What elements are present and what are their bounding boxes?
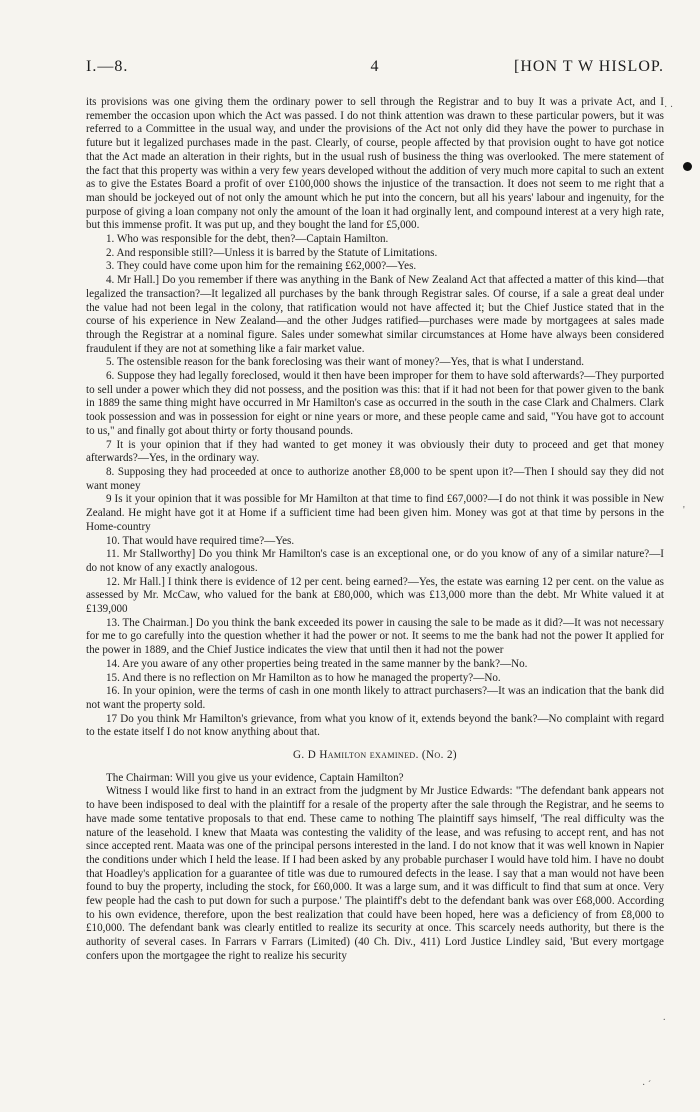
question-17: 17 Do you think Mr Hamilton's grievance, from what you know of it, extends beyond the bank?—No complaint with regard to the estate itself I do not know anything about that. xyxy=(86,712,664,739)
question-9: 9 Is it your opinion that it was possible for Mr Hamilton at that time to find £67,000?—I do not think it was possible in New Zealand. He might have got it at Home if a sufficient time had been given him. Money was got at that time by persons in the Home-country xyxy=(86,493,664,533)
margin-mark: . xyxy=(663,1012,666,1023)
running-head: [HON T W HISLOP. xyxy=(514,58,664,75)
section-title: G. D Hamilton examined. (No. 2) xyxy=(292,749,457,762)
question-7: 7 It is your opinion that if they had wanted to get money it was obviously their duty to proceed and get that money afterwards?—Yes, in the ordinary way. xyxy=(86,438,664,465)
question-15: 15. And there is no reflection on Mr Hamilton as to how he managed the property?—No. xyxy=(106,671,501,684)
question-4: 4. Mr Hall.] Do you remember if there was anything in the Bank of New Zealand Act that affected a matter of this kind—that legalized the transaction?—It legalized all purchases by the bank through Registrar sales. Of course, if a sale a great deal under the value had not been legal in the colony, that ratification would not have affected it; but the Chief Justice stated that in the course of his experience in New Zealand—and the other Judges ratified—purchases were made by mortgagees at sales made through the Registrar at a nominal figure. Sales under somewhat similar circumstances at Home have always been considered fraudulent if they are not at something like a fair market value. xyxy=(86,274,664,355)
margin-mark: · · xyxy=(664,102,674,113)
question-3: 3. They could have come upon him for the remaining £62,000?—Yes. xyxy=(106,260,417,273)
question-2: 2. And responsible still?—Unless it is barred by the Statute of Limitations. xyxy=(106,246,438,259)
margin-mark: · ´ xyxy=(642,1080,652,1091)
question-5: 5. The ostensible reason for the bank foreclosing was their want of money?—Yes, that is what I understand. xyxy=(106,356,585,369)
document-reference: I.—8. xyxy=(86,58,129,75)
question-6: 6. Suppose they had legally foreclosed, would it then have been improper for them to have sold afterwards?—They purported to sell under a power which they did not possess, and the position was this: that if it had not been for that power given to the bank in 1889 the same thing might have occurred in Mr Hamilton's case as occurred in the south in the case Clark and Chalmers. Clark took possession and was in possession for eight or nine years or more, and these people came and said, "You have got to account to us," and finally got about thirty or forty thousand pounds. xyxy=(86,370,664,437)
witness-evidence: Witness I would like first to hand in an extract from the judgment by Mr Justice Edwards: "The defendant bank appears not to have been indisposed to deal with the plaintiff for a resale of the property after the sale through the Registrar, and he seems to have made some tentative proposals to that end. These came to nothing The plaintiff says himself, 'The real difficulty was the nature of the leasehold. I knew that Maata was contesting the validity of the lease, and was refusing to accept rent, and has not since accepted rent. Maata was one of the principal persons interested in the land. I do not know that it was well known in Napier the conditions under which I held the lease. If I had been asked by any probable purchaser I would have told him. I have no doubt that Hoadley's application for a guarantee of title was due to rumoured defects in the lease. I say that a man would not have been found to buy the property, including the stock, for £60,000. It was a large sum, and it was difficult to find that sum at once. Very few people had the cash to put down for such a purpose.' The plaintiff's debt to the defendant bank was over £68,000. According to his own evidence, therefore, upon the best realization that could have been hoped, here was a deficiency of from £8,000 to £10,000. The defendant bank was clearly entitled to realize its security at once. This scarcely needs authority, but there is the authority of several cases. In Farrars v Farrars (Limited) (40 Ch. Div., 411) Lord Justice Lindley said, 'But every mortgage confers upon the mortgagee the right to realize his security xyxy=(86,785,664,962)
margin-mark: ' xyxy=(683,505,685,516)
page-number: 4 xyxy=(370,58,380,75)
paragraph-intro: its provisions was one giving them the ordinary power to sell through the Registrar and to buy It was a private Act, and I remember the occasion upon which the Act was passed. I do not think attention was drawn to these particular powers, but it was referred to a Committee in the usual way, and under the provisions of the Act not only did they have the power to purchase in future but it legalized purchases made in the past. Clearly, of course, people affected by that provision ought to have got notice that the Act made an alteration in their rights, but in the usual rush of business the thing was overlooked. The mere statement of the fact that this property was within a very few years developed without the addition of very much more capital to such an extent as to give the Estates Board a profit of over £100,000 shows the injustice of the transaction. It does not seem to me right that a man should be jockeyed out of not only the amount which he put into the concern, but all his years' labour and ingenuity, for the purpose of giving a loan company not only the amount of the loan it had orginally lent, and compound interest at a very high rate, but this immense profit. It was put up, and they bought the land for £5,000. xyxy=(86,96,664,232)
document-body xyxy=(86,96,664,964)
question-13: 13. The Chairman.] Do you think the bank exceeded its power in causing the sale to be made as it did?—It was not necessary for me to go carefully into the question whether it had the power or not. It seems to me the bank had not the power It applied for the power in 1889, and the Chief Justice indicates the view that until then it had not the power xyxy=(86,616,664,657)
chairman-question: The Chairman: Will you give us your evidence, Captain Hamilton? xyxy=(106,771,404,784)
question-10: 10. That would have required time?—Yes. xyxy=(106,534,295,547)
question-16: 16. In your opinion, were the terms of cash in one month likely to attract purchasers?—It was an indication that the bank did not want the property sold. xyxy=(86,685,664,711)
question-8: 8. Supposing they had proceeded at once to authorize another £8,000 to be spent upon it?—Then I should say they did not want money xyxy=(86,465,664,492)
question-14: 14. Are you aware of any other properties being treated in the same manner by the bank?—No. xyxy=(106,657,528,670)
question-11: 11. Mr Stallworthy] Do you think Mr Hamilton's case is an exceptional one, or do you know of any of a similar nature?—I do not know of any exactly analogous. xyxy=(86,548,664,574)
ink-blot-mark xyxy=(683,162,692,171)
question-1: 1. Who was responsible for the debt, then?—Captain Hamilton. xyxy=(106,233,389,246)
question-12: 12. Mr Hall.] I think there is evidence of 12 per cent. being earned?—Yes, the estate was earning 12 per cent. on the value as assessed by Mr. McCaw, who valued for the bank at £80,000, which was £13,000 more than the debt. Mr White valued it at £139,000 xyxy=(86,575,664,616)
page-header xyxy=(86,58,664,80)
